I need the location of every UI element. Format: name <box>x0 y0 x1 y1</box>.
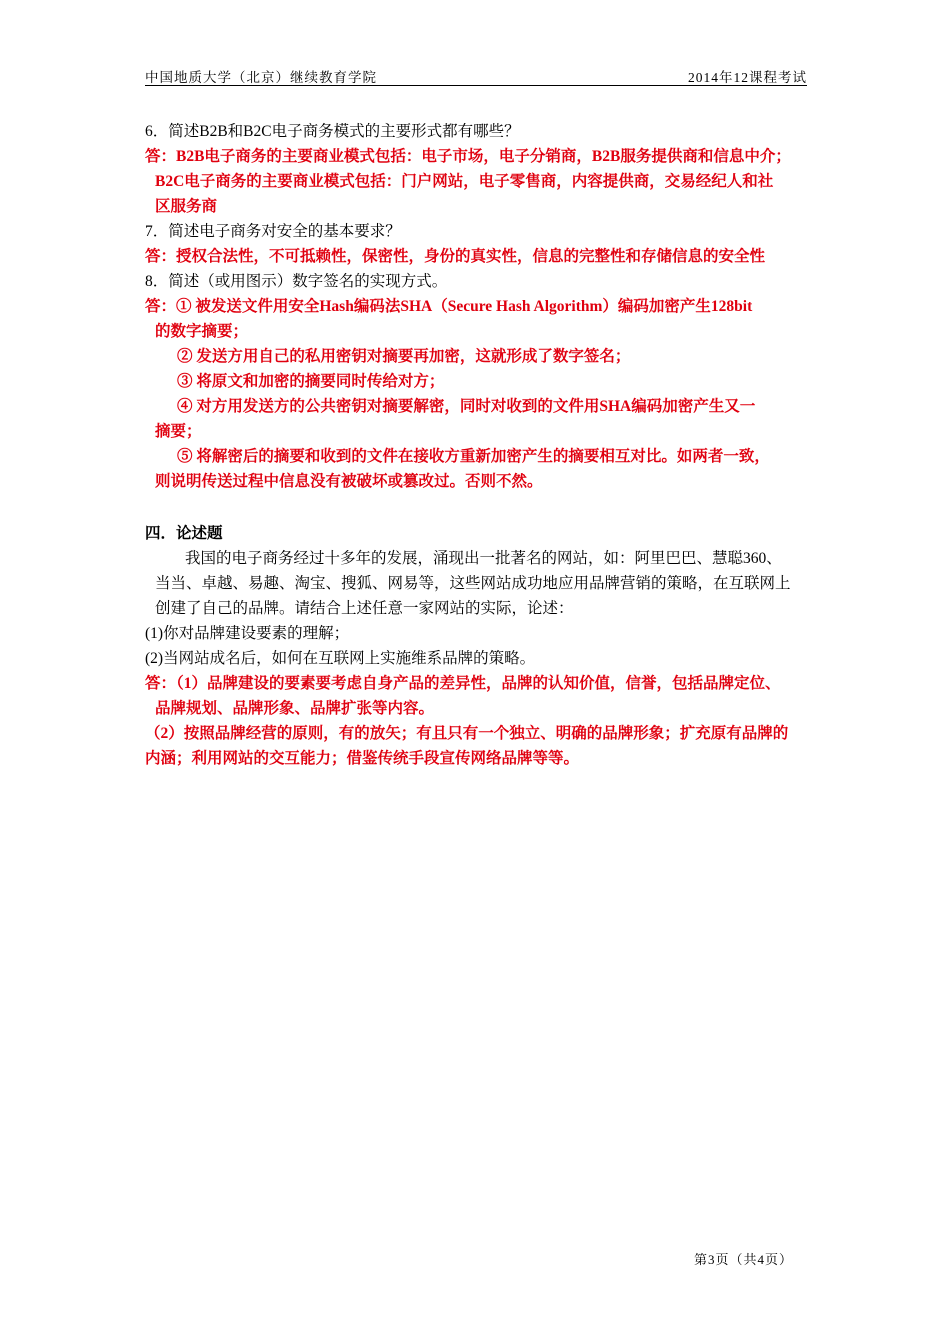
answer-8-step-1-cont: 的数字摘要； <box>155 323 249 340</box>
section-4-title: 四．论述题 <box>145 525 223 542</box>
question-7: 7．简述电子商务对安全的基本要求？ <box>145 223 401 240</box>
section-4-answer-1-cont: 品牌规划、品牌形象、品牌扩张等内容。 <box>155 700 435 717</box>
header-institution: 中国地质大学（北京）继续教育学院 <box>145 70 377 85</box>
answer-8-step-1: 答：① 被发送文件用安全Hash编码法SHA（Secure Hash Algorithm）编码加密产生128bit <box>145 298 753 315</box>
question-8: 8．简述（或用图示）数字签名的实现方式。 <box>145 273 448 290</box>
header-exam-title: 2014年12课程考试 <box>688 70 807 85</box>
answer-7: 答：授权合法性，不可抵赖性，保密性，身份的真实性，信息的完整性和存储信息的安全性 <box>145 248 766 265</box>
page-number: 第3页（共4页） <box>694 1252 794 1267</box>
section-4-intro: 我国的电子商务经过十多年的发展，涌现出一批著名的网站，如：阿里巴巴、慧聪360、 <box>185 550 782 567</box>
answer-6-line: 答：B2B电子商务的主要商业模式包括：电子市场，电子分销商，B2B服务提供商和信息中介； <box>145 148 791 165</box>
section-4-subquestion-2: (2)当网站成名后，如何在互联网上实施维系品牌的策略。 <box>145 650 536 667</box>
answer-8-step-5-cont: 则说明传送过程中信息没有被破坏或篡改过。否则不然。 <box>155 473 543 490</box>
answer-6 <box>145 144 813 219</box>
answer-6-line: 区服务商 <box>155 198 218 215</box>
section-4-answer-1: 答：（1）品牌建设的要素要考虑自身产品的差异性，品牌的认知价值，信誉，包括品牌定位、 <box>145 675 781 692</box>
answer-6-line: B2C电子商务的主要商业模式包括：门户网站，电子零售商，内容提供商，交易经纪人和社 <box>155 173 774 190</box>
answer-8-step-5: ⑤ 将解密后的摘要和收到的文件在接收方重新加密产生的摘要相互对比。如两者一致， <box>177 448 770 465</box>
page-content <box>145 119 813 771</box>
answer-8 <box>145 294 813 494</box>
answer-8-step-3: ③ 将原文和加密的摘要同时传给对方； <box>177 373 445 390</box>
section-4-subquestion-1: (1)你对品牌建设要素的理解； <box>145 625 350 642</box>
section-4-answer-2: （2）按照品牌经营的原则，有的放矢；有且只有一个独立、明确的品牌形象；扩充原有品牌的 <box>145 725 789 742</box>
section-4-intro-cont: 当当、卓越、易趣、淘宝、搜狐、网易等，这些网站成功地应用品牌营销的策略，在互联网上 <box>155 575 791 592</box>
answer-8-step-4: ④ 对方用发送方的公共密钥对摘要解密，同时对收到的文件用SHA编码加密产生又一 <box>177 398 756 415</box>
page-header <box>145 66 807 86</box>
answer-8-step-4-cont: 摘要； <box>155 423 202 440</box>
question-6: 6．简述B2B和B2C电子商务模式的主要形式都有哪些？ <box>145 123 520 140</box>
section-4-intro-cont: 创建了自己的品牌。请结合上述任意一家网站的实际，论述： <box>155 600 574 617</box>
answer-8-step-2: ② 发送方用自己的私用密钥对摘要再加密，这就形成了数字签名； <box>177 348 631 365</box>
section-4-answer-2-cont: 内涵；利用网站的交互能力；借鉴传统手段宣传网络品牌等等。 <box>145 750 580 767</box>
